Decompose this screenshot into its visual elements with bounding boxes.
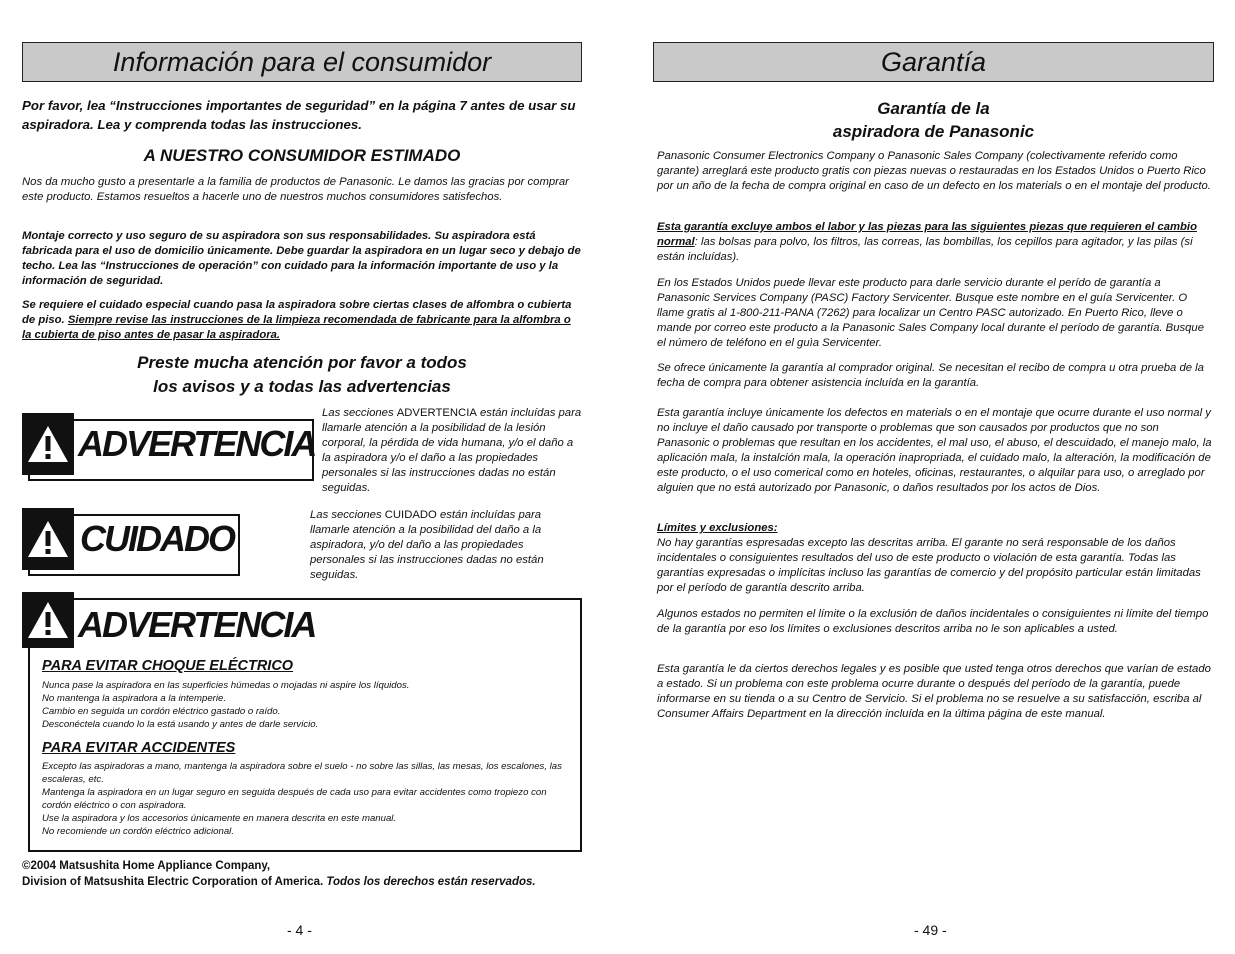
warranty-paragraph-3: En los Estados Unidos puede llevar este producto para darle servicio durante el perído de garantía a Panasonic Services Company (PASC) Factory Servicenter. Busque este nombre en el guía Servicenter. O llame gratis al 1-800-211-PANA (7262) para localizar un Centro PASC autorizado. En Puerto Rico, lleve o mande por correo este producto a la Panasonic Sales Company local durante el período de garantía. Busque el número de teléfono en el guìa Servicenter.: [657, 277, 1204, 349]
accident-list: [42, 760, 567, 838]
warranty-paragraph-6: No hay garantías espresadas excepto las descritas arriba. El garante no será responsable de los daños incidentales o consiguientes resultados del uso de este producto o violación de esta garantía. Todas las garantías expresadas o implícitas incluso las garantías de comercio y del propósito particular están limitadas por el período de garantía descrito arriba.: [657, 537, 1201, 594]
warranty-heading-line1: Garantía de la: [877, 99, 990, 118]
warranty-heading: [653, 97, 1214, 143]
caution-desc-post: están incluídas para llamarle atención a la posibilidad del daño a la aspiradora, y/o del daño a las propiedades personales si las instrucciones dadas no están seguidas.: [310, 509, 544, 581]
page-number: - 49 -: [914, 922, 947, 938]
carpet-text: Se requiere el cuidado especial cuando pasa la aspiradora sobre ciertas clases de alfombra o cubierta de piso.: [22, 299, 572, 326]
attention-heading: [22, 351, 582, 399]
accident-line: Mantenga la aspiradora en un lugar seguro en seguida después de cada uso para evitar accidentes como tropiezo con cordón eléctrico o con aspiradora.: [42, 787, 547, 811]
page-number: - 4 -: [287, 922, 312, 938]
warning-triangle-icon: [22, 592, 74, 648]
rights-reserved: Todos los derechos están reservados.: [326, 876, 536, 888]
caution-signal-word: CUIDADO: [80, 518, 234, 559]
shock-line: No mantenga la aspiradora a la intemperie.: [42, 693, 226, 704]
caution-description: [310, 508, 570, 583]
welcome-paragraph: Nos da mucho gusto a presentarle a la familia de productos de Panasonic. Le damos las gracias por comprar este producto. Estamos resueltos a hacerle uno de nuestros muchos consumidores satisfechos.: [22, 176, 569, 203]
caution-signal-box: [22, 508, 240, 580]
warranty-paragraph-1: Panasonic Consumer Electronics Company o Panasonic Sales Company (colectivamente referido como garante) arreglará este producto gratis con piezas nuevas o restauradas en los Estados Unidos o Puerto Rico por un año de la fecha de compra original en caso de un defecto en los materials o en el montaje del producto.: [657, 150, 1211, 192]
right-page: [653, 0, 1214, 954]
page-title: Garantía: [653, 42, 1214, 82]
warranty-paragraph-8: Esta garantía le da ciertos derechos legales y es posible que usted tenga otros derechos que varían de estado a estado. Si un problema con este problema ocurre durante o después del período de la garantía, puede informarse en su tienda o a su Centro de Servicio. Si el problema no se resuelve a su satisfacción, escriba al Consumer Affairs Department en la dirección incluída en la última página de este manual.: [657, 663, 1211, 720]
shock-line: Desconéctela cuando lo la está usando y antes de darle servicio.: [42, 719, 319, 730]
attention-heading-line1: Preste mucha atención por favor a todos: [137, 353, 467, 372]
carpet-underlined-text: Siempre revise las instrucciones de la limpieza recomendada de fabricante para la alfombra o la cubierta de piso antes de pasar la aspiradora.: [22, 314, 571, 341]
responsibility-paragraph: Montaje correcto y uso seguro de su aspiradora son sus responsabilidades. Su aspiradora está fabricada para el uso de domicilio únicamente. Debe guardar la aspiradora en un lugar seco y debajo de techo. Lea las “Instrucciones de operación” con cuidado para la información importante de uso y la información de seguridad.: [22, 230, 581, 287]
accident-line: Use la aspiradora y los accesorios únicamente en manera descrita en este manual.: [42, 813, 397, 824]
caution-desc-word: CUIDADO: [384, 509, 437, 521]
consumer-heading: A NUESTRO CONSUMIDOR ESTIMADO: [143, 146, 461, 165]
shock-line: Cambio en seguida un cordón eléctrico gastado o raído.: [42, 706, 281, 717]
limits-heading: Límites y exclusiones:: [657, 522, 778, 534]
shock-line: Nunca pase la aspiradora en las superficies húmedas o mojadas ni aspire los líquidos.: [42, 680, 410, 691]
warning-desc-pre: Las secciones: [322, 407, 397, 419]
exclusions-underlined: Esta garantía excluye ambos el labor y las piezas para las siguientes piezas que requieren el cambio normal: [657, 221, 1197, 248]
warranty-paragraph-7: Algunos estados no permiten el límite o la exclusión de daños incidentales o consiguientes ni límite del tiempo de la garantía por eso los límites o exclusiones descritos arriba no le son aplicables a usted.: [657, 608, 1209, 635]
page-title: Información para el consumidor: [22, 42, 582, 82]
carpet-paragraph: [22, 298, 582, 343]
warning-description: [322, 406, 584, 496]
warranty-exclusions-paragraph: [657, 220, 1213, 265]
warning-box-signal-word: ADVERTENCIA: [78, 604, 316, 645]
warning-triangle-icon: [22, 508, 74, 570]
copyright-line1: ©2004 Matsushita Home Appliance Company,: [22, 860, 271, 872]
copyright: [22, 858, 582, 890]
accident-line: Excepto las aspiradoras a mano, mantenga la aspiradora sobre el suelo - no sobre las sillas, las mesas, los escalones, las escaleras, etc.: [42, 761, 562, 785]
left-page: [22, 0, 582, 954]
warranty-heading-line2: aspiradora de Panasonic: [832, 122, 1035, 141]
warning-signal-word: ADVERTENCIA: [78, 423, 316, 464]
warning-desc-word: ADVERTENCIA: [396, 407, 477, 419]
warranty-paragraph-4: Se ofrece únicamente la garantía al comprador original. Se necesitan el recibo de compra u otra prueba de la fecha de compra para obtener asistencia incluída en la garantía.: [657, 362, 1204, 389]
copyright-line2: Division of Matsushita Electric Corporation of America.: [22, 876, 324, 888]
attention-heading-line2: los avisos y a todas las advertencias: [153, 377, 451, 396]
caution-desc-pre: Las secciones: [310, 509, 385, 521]
accident-line: No recomiende un cordón eléctrico adicional.: [42, 826, 234, 837]
warning-desc-post: están incluídas para llamarle atención a la posibilidad de la lesión corporal, la pérdida de vida humana, y/o el daño a la aspiradora y/o el daño a las propiedades personales si las instrucciones dadas no están seguidas.: [322, 407, 582, 494]
shock-heading: PARA EVITAR CHOQUE ELÉCTRICO: [42, 658, 294, 674]
warning-signal-box: [22, 413, 322, 485]
intro-text: Por favor, lea “Instrucciones importantes de seguridad” en la página 7 antes de usar su aspiradora. Lea y comprenda todas las instrucciones.: [22, 98, 576, 132]
accident-heading: PARA EVITAR ACCIDENTES: [42, 740, 236, 756]
exclusions-text: : las bolsas para polvo, los filtros, las correas, las bombillas, los cepillos para agitador, y las pilas (si están incluídas).: [657, 236, 1193, 263]
warranty-paragraph-5: Esta garantía incluye únicamente los defectos en materials o en el montaje que ocurre durante el uso normal y no incluye el daño causado por transporte o problemas que son causados por productos que no son Panasonic o problemas que resultan en los accidentes, el mal uso, el abuso, el descuidado, el manejo malo, la aplicación mala, la instalción mala, la operación inapropriada, el cuidado malo, la alteración, la modificación de este producto, o el uso comerical como en hoteles, oficinas, restaurantes, o alquilar para uso, o arreglado por alguien que no está autorizado por Panasonic, o daños resultados por los actos de Dios.: [657, 407, 1212, 494]
warning-triangle-icon: [22, 413, 74, 475]
shock-list: [42, 679, 567, 731]
